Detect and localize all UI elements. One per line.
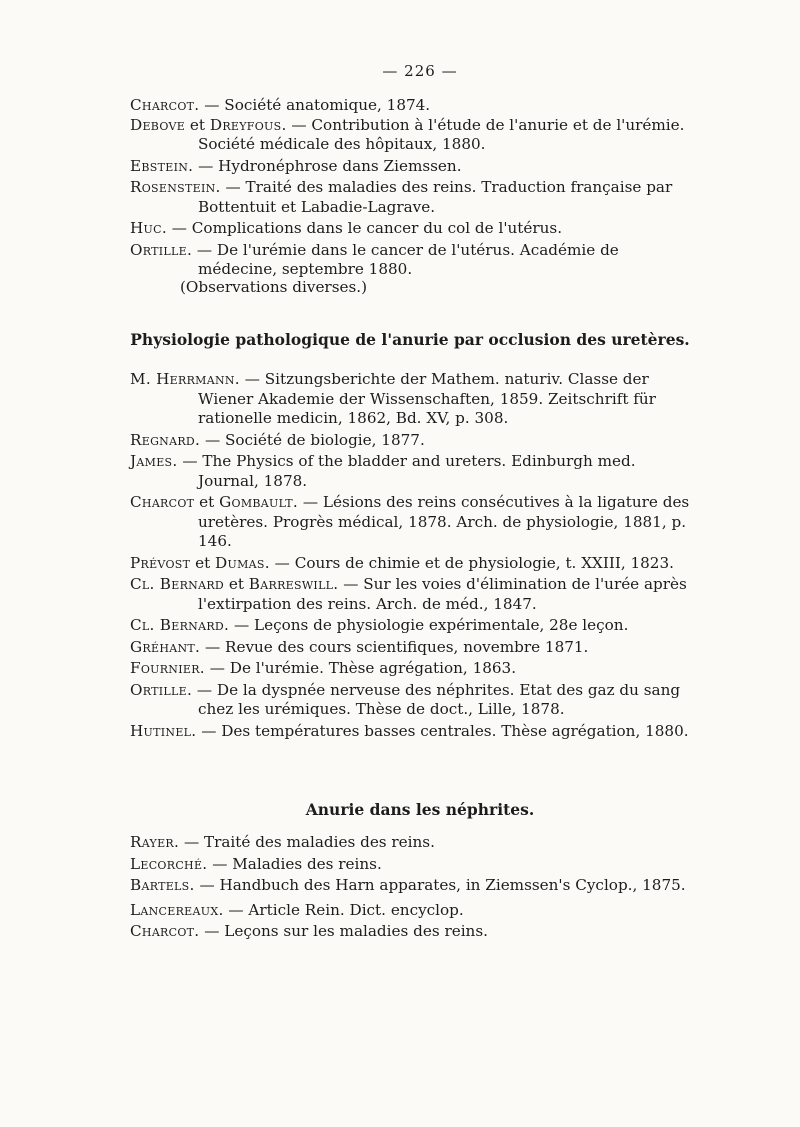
reference-text: — Leçons de physiologie expérimentale, 28e leçon. (229, 616, 629, 634)
reference-author: Gombault. (219, 493, 299, 511)
reference-text: — Sitzungsberichte der Mathem. naturiv. Classe der Wiener Akademie der Wissenschaften, 1859. Zeitschrift für rationelle medicin, 1862, Bd. XV, p. 308. (198, 370, 656, 427)
reference-author: Charcot (130, 493, 195, 511)
reference-author: James. (130, 452, 178, 470)
reference-item (130, 554, 700, 574)
reference-text: — Hydronéphrose dans Ziemssen. (193, 156, 462, 175)
reference-author: Barreswill. (248, 575, 339, 593)
section-heading: Anurie dans les néphrites. (305, 800, 535, 819)
reference-text: — Maladies des reins. (207, 854, 382, 873)
reference-text: — Sur les voies d'élimination de l'urée après l'extirpation des reins. Arch. de méd., 1847. (198, 575, 687, 613)
reference-author: Rayer. (130, 833, 180, 851)
reference-author: Charcot. (130, 96, 200, 114)
reference-item (130, 616, 700, 636)
reference-text: — Handbuch des Harn apparates, in Ziemssen's Cyclop., 1875. (194, 876, 686, 894)
reference-author: Rosenstein. (130, 178, 221, 196)
reference-item (130, 157, 700, 177)
reference-item (130, 575, 700, 614)
reference-text: — Traité des maladies des reins. Traduction française par Bottentuit et Labadie-Lagrave. (198, 178, 673, 216)
reference-text: — Complications dans le cancer du col de l'utérus. (166, 219, 563, 237)
reference-text: — De l'urémie. Thèse agrégation, 1863. (204, 659, 517, 677)
reference-list-general (130, 96, 700, 299)
reference-author: Fournier. (130, 659, 205, 677)
reference-text: — Traité des maladies des reins. (179, 833, 435, 851)
reference-item (130, 493, 700, 552)
reference-item (130, 659, 700, 679)
reference-text: — Lésions des reins consécutives à la ligature des uretères. Progrès médical, 1878. Arch. de physiologie, 1881, p. 146. (198, 493, 690, 550)
reference-author: Dumas. (215, 553, 270, 572)
reference-author: Regnard. (130, 430, 201, 449)
reference-item (130, 370, 700, 429)
reference-author: Bartels. (130, 876, 195, 894)
reference-text: et (190, 553, 216, 572)
reference-author: Huc. (130, 219, 167, 237)
page-number: — 226 — (382, 62, 458, 80)
reference-item (130, 241, 700, 280)
reference-author: Ortille. (130, 680, 193, 699)
reference-author: Dreyfous. (209, 115, 287, 134)
reference-author: Prévost (130, 553, 191, 572)
section-heading: Physiologie pathologique de l'anurie par occlusion des uretères. (130, 330, 690, 349)
reference-item (130, 876, 700, 896)
reference-text: — Société anatomique, 1874. (199, 96, 431, 114)
reference-item (130, 96, 700, 116)
reference-item (130, 219, 700, 239)
reference-text: — De l'urémie dans le cancer de l'utérus. Académie de médecine, septembre 1880. (192, 240, 619, 278)
reference-text: — Cours de chimie et de physiologie, t. XXIII, 1823. (269, 553, 674, 572)
reference-item (130, 431, 700, 451)
reference-author: Gréhant. (130, 637, 201, 656)
reference-text: et (194, 493, 220, 511)
reference-list-nephritis (130, 833, 700, 944)
reference-item (130, 722, 700, 742)
reference-text: — Leçons sur les maladies des reins. (199, 922, 488, 940)
reference-item (130, 855, 700, 875)
reference-author: Hutinel. (130, 721, 197, 740)
reference-author: Ebstein. (130, 156, 194, 175)
reference-text: — The Physics of the bladder and ureters. Edinburgh med. Journal, 1878. (177, 452, 636, 490)
reference-author: Cl. Bernard (130, 575, 225, 593)
reference-author: Cl. Bernard. (130, 616, 230, 634)
reference-text: — Revue des cours scientifiques, novembre 1871. (200, 637, 589, 656)
reference-text: — Société de biologie, 1877. (200, 430, 425, 449)
reference-item (130, 833, 700, 853)
reference-text: — Article Rein. Dict. encyclop. (223, 900, 464, 919)
reference-author: M. Herrmann. (130, 370, 240, 388)
reference-author: Debove (130, 115, 186, 134)
reference-author: Lecorché. (130, 854, 208, 873)
reference-item (130, 178, 700, 217)
reference-item (130, 116, 700, 155)
reference-text: — Contribution à l'étude de l'anurie et de l'urémie. Société médicale des hôpitaux, 1880. (198, 115, 685, 153)
reference-author: Lancereaux. (130, 900, 224, 919)
reference-item (130, 922, 700, 942)
reference-author: Charcot. (130, 922, 200, 940)
reference-item (130, 638, 700, 658)
reference-text: et (185, 115, 210, 134)
reference-text: — Des températures basses centrales. Thèse agrégation, 1880. (196, 721, 689, 740)
reference-item (130, 452, 700, 491)
reference-note: (Observations diverses.) (180, 277, 368, 296)
reference-item (130, 901, 700, 921)
reference-list-physiology (130, 370, 700, 743)
reference-text: — De la dyspnée nerveuse des néphrites. Etat des gaz du sang chez les urémiques. Thèse de doct., Lille, 1878. (192, 680, 681, 718)
reference-text: et (224, 575, 249, 593)
reference-item (130, 681, 700, 720)
reference-author: Ortille. (130, 240, 193, 259)
